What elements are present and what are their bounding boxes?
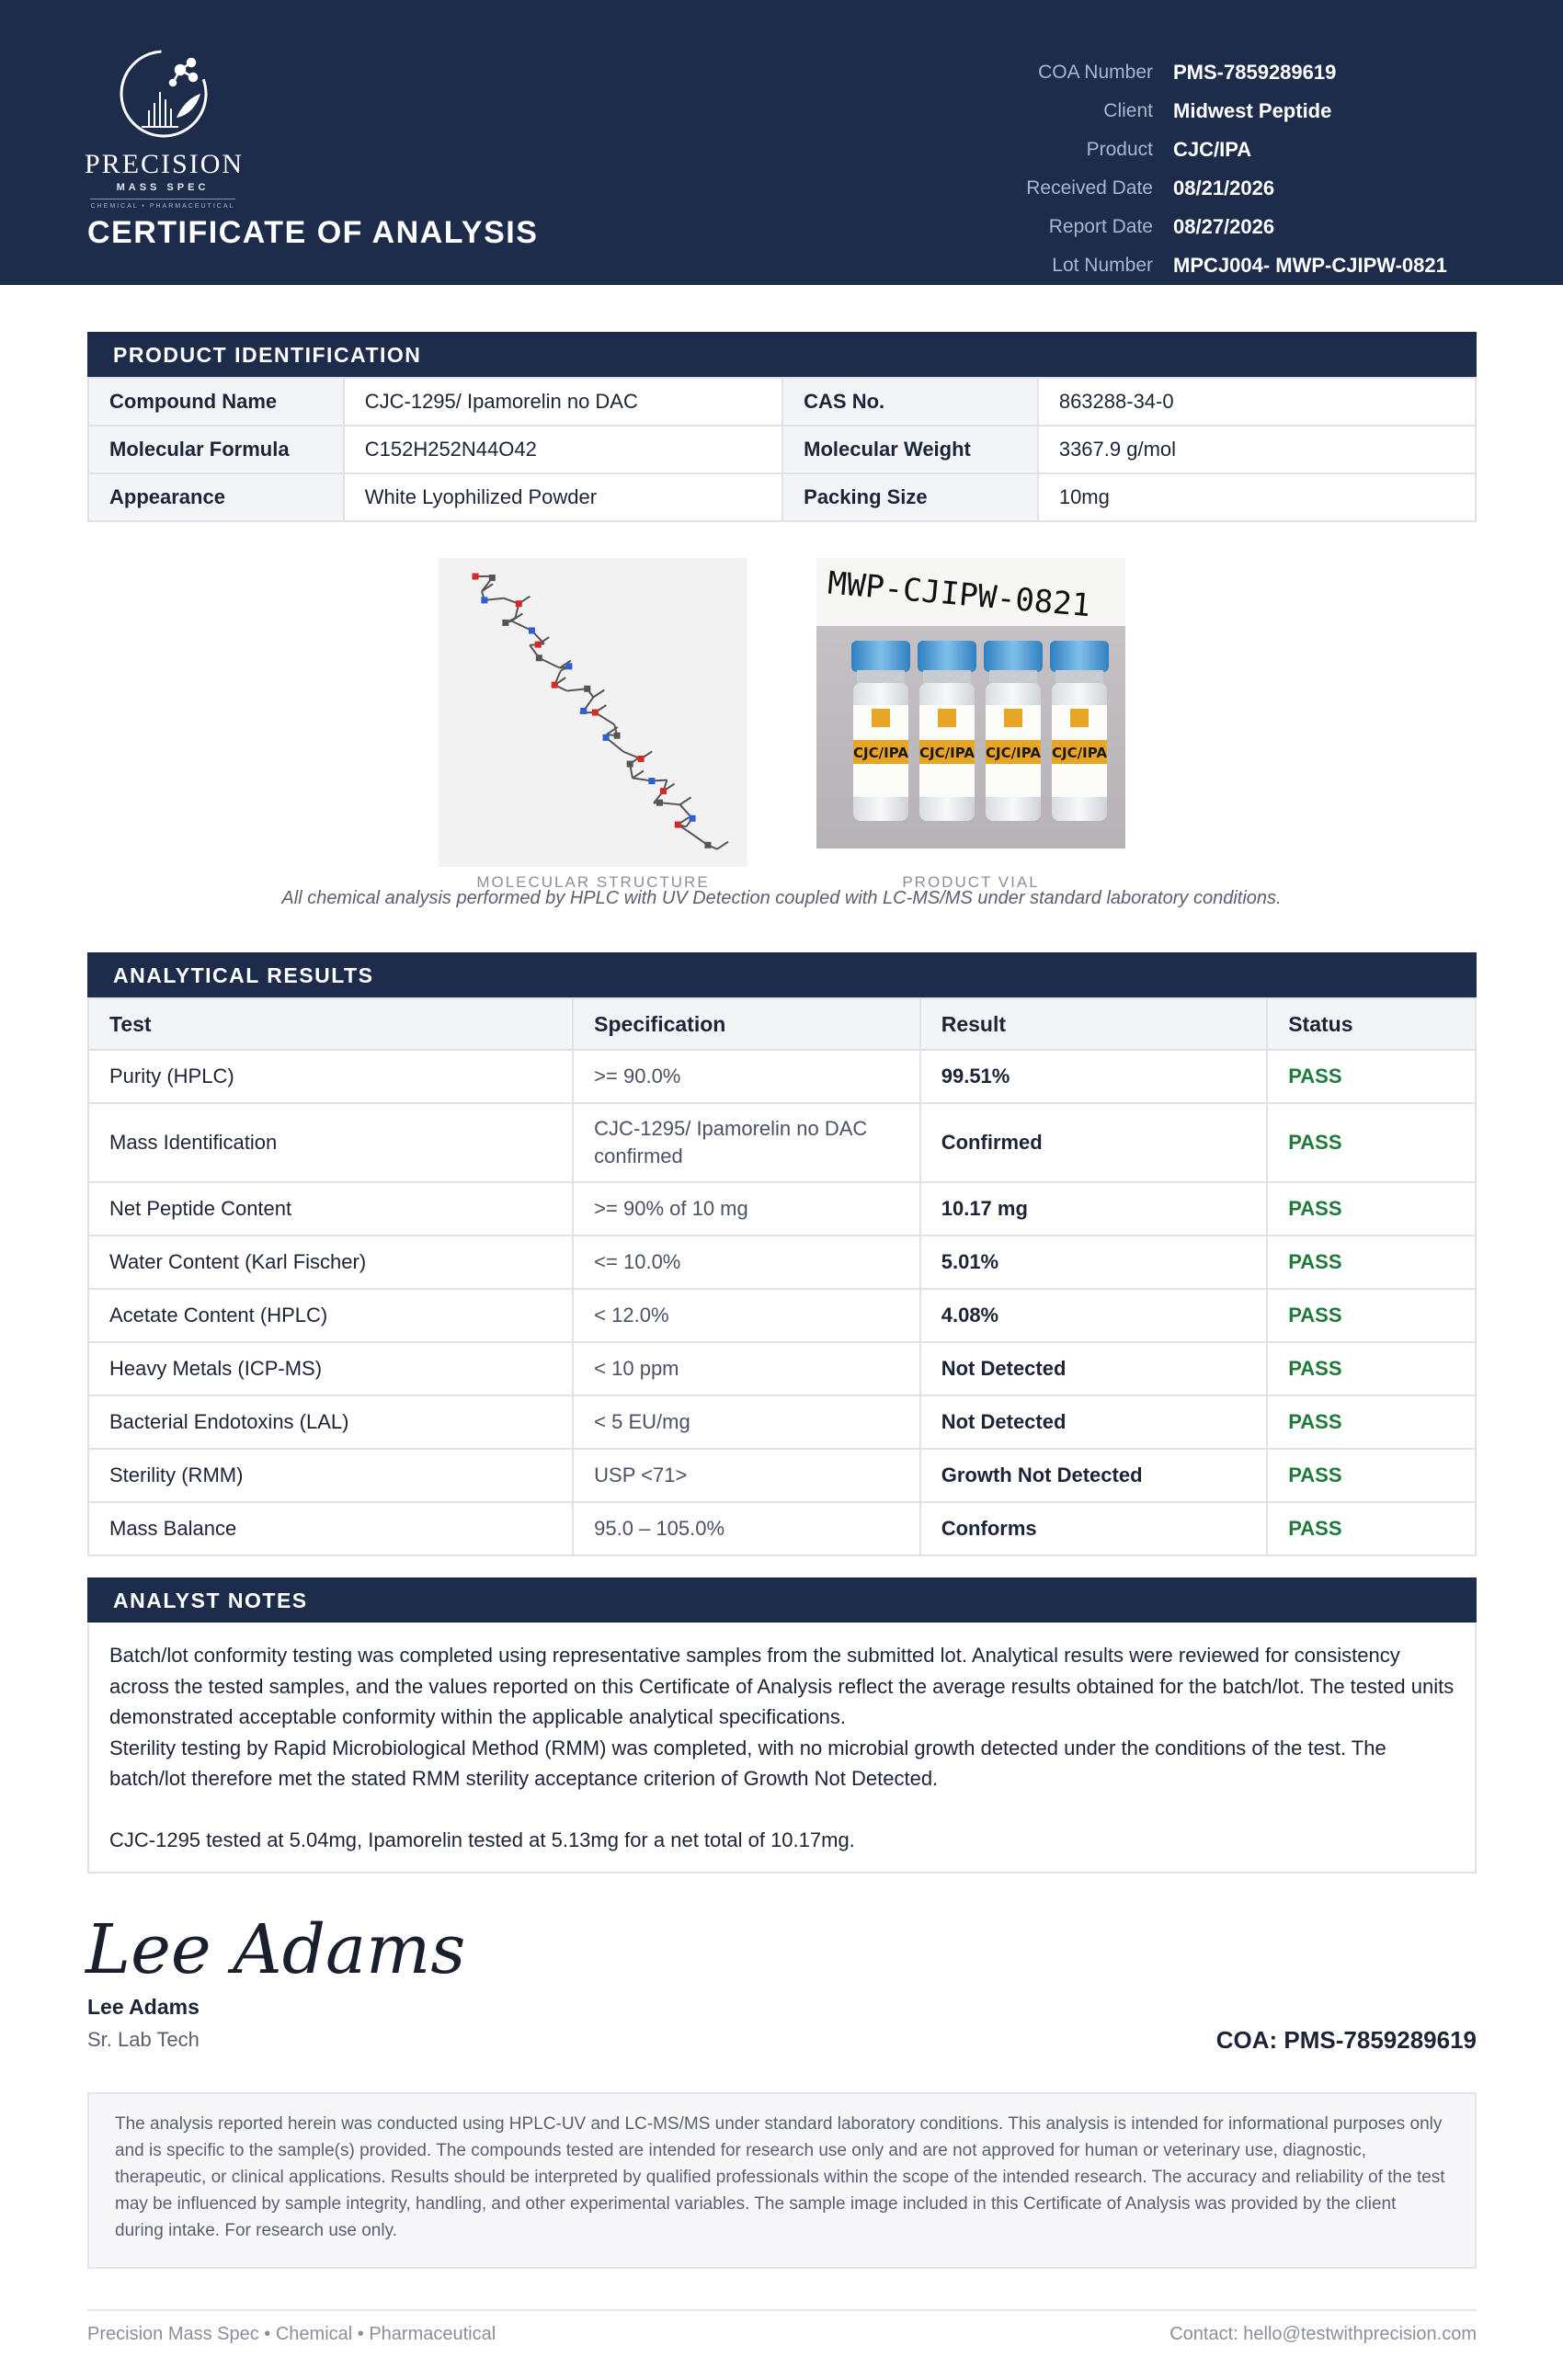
- table-row: [88, 426, 1476, 473]
- table-row: [88, 1182, 1476, 1236]
- meta-row: [870, 246, 1477, 285]
- test-spec: < 12.0%: [573, 1289, 920, 1342]
- table-row: [88, 1289, 1476, 1342]
- test-name: Sterility (RMM): [88, 1449, 573, 1502]
- meta-label: Received Date: [1026, 177, 1153, 199]
- test-name: Mass Identification: [88, 1103, 573, 1182]
- meta-row: [870, 53, 1477, 92]
- meta-label: Lot Number: [1052, 255, 1153, 276]
- document-title: CERTIFICATE OF ANALYSIS: [87, 215, 539, 250]
- status-badge: PASS: [1267, 1342, 1476, 1395]
- signer-name: Lee Adams: [87, 1995, 200, 2019]
- column-header: Result: [920, 998, 1267, 1050]
- meta-value: CJC/IPA: [1173, 138, 1252, 161]
- test-name: Bacterial Endotoxins (LAL): [88, 1395, 573, 1449]
- test-spec: CJC-1295/ Ipamorelin no DAC confirmed: [573, 1103, 920, 1182]
- field-label: Compound Name: [88, 378, 344, 426]
- test-spec: USP <71>: [573, 1449, 920, 1502]
- status-badge: PASS: [1267, 1103, 1476, 1182]
- meta-label: COA Number: [1038, 62, 1153, 83]
- status-badge: PASS: [1267, 1395, 1476, 1449]
- analytical-results-heading: ANALYTICAL RESULTS: [87, 952, 1477, 997]
- test-spec: 95.0 – 105.0%: [573, 1502, 920, 1555]
- table-row: [88, 1502, 1476, 1555]
- table-row: [88, 1103, 1476, 1182]
- meta-row: [870, 92, 1477, 131]
- notes-paragraph: Sterility testing by Rapid Microbiological Method (RMM) was completed, with no microbial growth detected under the conditions of the test. The batch/lot therefore met the stated RMM sterility acceptance criterion of Growth Not Detected.: [109, 1736, 1386, 1790]
- logo-subtitle: MASS SPEC: [116, 182, 210, 193]
- test-name: Purity (HPLC): [88, 1050, 573, 1103]
- field-value: CJC-1295/ Ipamorelin no DAC: [344, 378, 782, 426]
- meta-value: 08/27/2026: [1173, 215, 1275, 238]
- status-badge: PASS: [1267, 1236, 1476, 1289]
- vial-handwritten-label: MWP-CJIPW-0821: [826, 564, 1092, 625]
- header-banner: [0, 0, 1563, 285]
- test-spec: >= 90.0%: [573, 1050, 920, 1103]
- table-row: [88, 378, 1476, 426]
- svg-text:CJC/IPA: CJC/IPA: [853, 745, 908, 761]
- column-header: Specification: [573, 998, 920, 1050]
- test-result: Not Detected: [920, 1395, 1267, 1449]
- disclaimer: The analysis reported herein was conducted using HPLC-UV and LC-MS/MS under standard laboratory conditions. This analysis is intended for informational purposes only and is specific to the sample(s) provided. The compounds tested are intended for research use only and are not approved for human or veterinary use, diagnostic, therapeutic, or clinical applications. Results should be interpreted by qualified professionals within the scope of the intended research. The accuracy and reliability of the test may be influenced by sample integrity, handling, and other experimental variables. The sample image included in this Certificate of Analysis was provided by the client during intake. For research use only.: [87, 2092, 1477, 2269]
- svg-text:CJC/IPA: CJC/IPA: [919, 745, 975, 761]
- analytical-results-table: [87, 997, 1477, 1556]
- table-row: [88, 1236, 1476, 1289]
- footer-divider: [87, 2309, 1477, 2311]
- logo-name: PRECISION: [85, 149, 245, 179]
- column-header: Status: [1267, 998, 1476, 1050]
- status-badge: PASS: [1267, 1449, 1476, 1502]
- table-row: [88, 1395, 1476, 1449]
- table-row: [88, 1050, 1476, 1103]
- coa-metadata: [870, 53, 1477, 285]
- notes-paragraph: Batch/lot conformity testing was completed using representative samples from the submitted lot. Analytical results were reviewed for consistency across the tested samples, and the values reported on this Certificate of Analysis reflect the average results obtained for the batch/lot. The tested units demonstrated acceptable conformity within the applicable analytical specifications.: [109, 1644, 1455, 1728]
- field-label: Appearance: [88, 473, 344, 521]
- meta-value: Midwest Peptide: [1173, 99, 1332, 122]
- status-badge: PASS: [1267, 1050, 1476, 1103]
- test-result: 4.08%: [920, 1289, 1267, 1342]
- test-result: 99.51%: [920, 1050, 1267, 1103]
- meta-label: Report Date: [1048, 216, 1153, 237]
- notes-paragraph: CJC-1295 tested at 5.04mg, Ipamorelin tested at 5.13mg for a net total of 10.17mg.: [109, 1828, 855, 1851]
- meta-row: [870, 208, 1477, 246]
- field-value: 3367.9 g/mol: [1038, 426, 1476, 473]
- meta-label: Product: [1086, 139, 1153, 160]
- test-name: Heavy Metals (ICP-MS): [88, 1342, 573, 1395]
- handwritten-signature: Lee Adams: [86, 1910, 466, 1989]
- svg-text:CJC/IPA: CJC/IPA: [986, 745, 1041, 761]
- analyst-notes-heading: ANALYST NOTES: [87, 1577, 1477, 1623]
- test-name: Net Peptide Content: [88, 1182, 573, 1236]
- field-value: White Lyophilized Powder: [344, 473, 782, 521]
- field-value: C152H252N44O42: [344, 426, 782, 473]
- method-note: All chemical analysis performed by HPLC with UV Detection coupled with LC-MS/MS under standard laboratory conditions.: [281, 888, 1282, 908]
- product-vial-photo: [816, 558, 1125, 848]
- meta-row: [870, 131, 1477, 169]
- test-spec: >= 90% of 10 mg: [573, 1182, 920, 1236]
- molecular-structure-image: [439, 558, 747, 867]
- footer-company: Precision Mass Spec • Chemical • Pharmaceutical: [87, 2324, 496, 2344]
- test-name: Water Content (Karl Fischer): [88, 1236, 573, 1289]
- field-value: 863288-34-0: [1038, 378, 1476, 426]
- test-name: Mass Balance: [88, 1502, 573, 1555]
- table-row: [88, 1449, 1476, 1502]
- svg-text:CJC/IPA: CJC/IPA: [1052, 745, 1107, 761]
- vial-caption: PRODUCT VIAL: [902, 873, 1040, 891]
- table-row: [88, 473, 1476, 521]
- test-spec: <= 10.0%: [573, 1236, 920, 1289]
- field-label: Molecular Formula: [88, 426, 344, 473]
- test-result: Conforms: [920, 1502, 1267, 1555]
- test-result: Not Detected: [920, 1342, 1267, 1395]
- meta-label: Client: [1103, 100, 1153, 121]
- flask-molecule-icon: [116, 46, 211, 142]
- coa-reference: COA: PMS-7859289619: [1215, 2026, 1477, 2054]
- product-identification-table: [87, 377, 1477, 522]
- field-label: CAS No.: [782, 378, 1038, 426]
- signer-title: Sr. Lab Tech: [87, 2028, 200, 2051]
- table-row: [88, 1342, 1476, 1395]
- test-result: Growth Not Detected: [920, 1449, 1267, 1502]
- test-result: 10.17 mg: [920, 1182, 1267, 1236]
- test-name: Acetate Content (HPLC): [88, 1289, 573, 1342]
- test-spec: < 10 ppm: [573, 1342, 920, 1395]
- status-badge: PASS: [1267, 1289, 1476, 1342]
- product-identification-heading: PRODUCT IDENTIFICATION: [87, 332, 1477, 377]
- meta-value: 08/21/2026: [1173, 177, 1275, 199]
- structure-caption: MOLECULAR STRUCTURE: [476, 873, 710, 891]
- logo-tagline: CHEMICAL • PHARMACEUTICAL: [90, 203, 235, 210]
- meta-value: MPCJ004- MWP-CJIPW-0821: [1173, 254, 1447, 277]
- test-spec: < 5 EU/mg: [573, 1395, 920, 1449]
- field-label: Molecular Weight: [782, 426, 1038, 473]
- test-result: 5.01%: [920, 1236, 1267, 1289]
- table-header-row: [88, 998, 1476, 1050]
- test-result: Confirmed: [920, 1103, 1267, 1182]
- meta-value: PMS-7859289619: [1173, 61, 1337, 84]
- field-value: 10mg: [1038, 473, 1476, 521]
- status-badge: PASS: [1267, 1182, 1476, 1236]
- status-badge: PASS: [1267, 1502, 1476, 1555]
- field-label: Packing Size: [782, 473, 1038, 521]
- meta-row: [870, 169, 1477, 208]
- analyst-notes: [87, 1623, 1477, 1873]
- footer-contact: Contact: hello@testwithprecision.com: [1169, 2324, 1477, 2344]
- column-header: Test: [88, 998, 573, 1050]
